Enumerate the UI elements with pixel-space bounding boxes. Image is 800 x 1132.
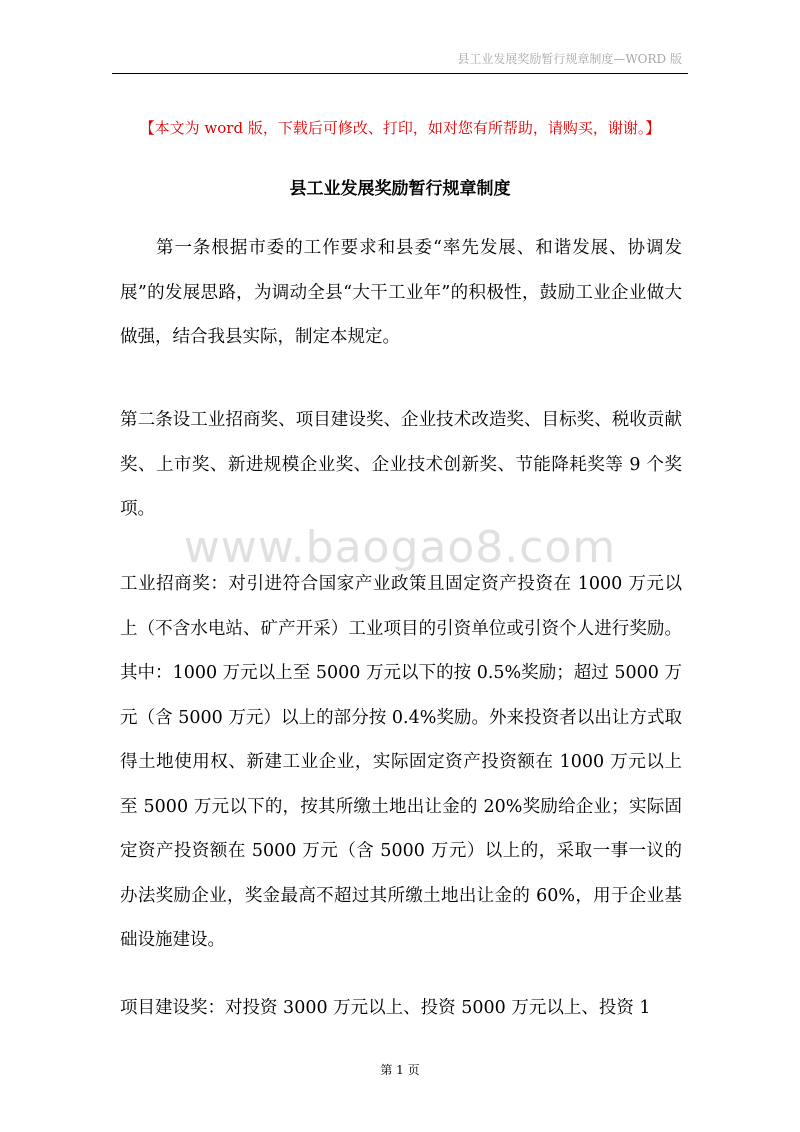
purchase-notice: 【本文为 word 版，下载后可修改、打印，如对您有所帮助，请购买，谢谢。】 [139, 119, 661, 137]
watermark: www.baogao8.com [183, 522, 617, 573]
paragraph-article-2: 第二条设工业招商奖、项目建设奖、企业技术改造奖、目标奖、税收贡献奖、上市奖、新进规模企业奖、企业技术创新奖、节能降耗奖等 9 个奖项。 [120, 410, 682, 519]
paragraph-investment-award: 工业招商奖：对引进符合国家产业政策且固定资产投资在 1000 万元以上（不含水电站、矿产开采）工业项目的引资单位或引资个人进行奖励。其中：1000 万元以上至 5000 万元以下的按 0.5%奖励；超过 5000 万元（含 5000 万元）以上的部分按 0.4%奖励。外来投资者以出让方式取得土地使用权、新建工业企业，实际固定资产投资额在 1000 万元以上至 5000 万元以下的，按其所缴土地出让金的 20%奖励给企业；实际固定资产投资额在 5000 万元（含 5000 万元）以上的，采取一事一议的办法奖励企业，奖金最高不超过其所缴土地出让金的 60%，用于企业基础设施建设。 [120, 574, 682, 950]
paragraph-article-1: 第一条根据市委的工作要求和县委“率先发展、和谐发展、协调发展”的发展思路，为调动全县“大干工业年”的积极性，鼓励工业企业做大做强，结合我县实际，制定本规定。 [120, 238, 682, 347]
page-number: 第 1 页 [380, 1063, 420, 1077]
header-divider [112, 73, 688, 74]
paragraph-project-award: 项目建设奖：对投资 3000 万元以上、投资 5000 万元以上、投资 1 [120, 998, 651, 1018]
document-title: 县工业发展奖励暂行规章制度 [289, 179, 511, 199]
running-header: 县工业发展奖励暂行规章制度—WORD 版 [457, 52, 682, 66]
